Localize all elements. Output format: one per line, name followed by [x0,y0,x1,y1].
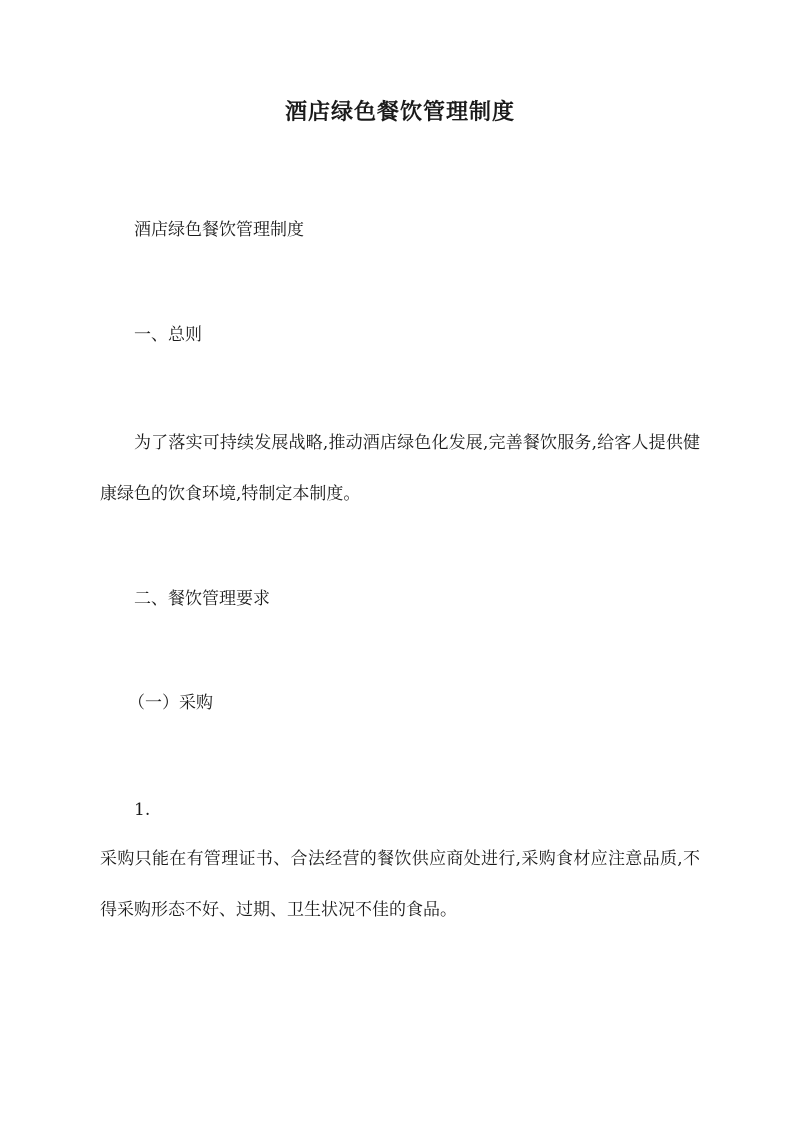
section-paragraph-general: 为了落实可持续发展战略,推动酒店绿色化发展,完善餐饮服务,给客人提供健康绿色的饮食环境,特制定本制度。 [100,433,700,504]
document-subtitle: 酒店绿色餐饮管理制度 [134,220,304,240]
list-item-number: 1. [134,800,151,820]
document-title: 酒店绿色餐饮管理制度 [284,99,515,125]
list-item-text: 采购只能在有管理证书、合法经营的餐饮供应商处进行,采购食材应注意品质,不得采购形态不好、过期、卫生状况不佳的食品。 [100,849,700,920]
section-heading-requirements: 二、餐饮管理要求 [134,589,270,609]
subsection-heading-procurement: （一）采购 [128,693,213,713]
section-heading-general: 一、总则 [134,325,202,345]
